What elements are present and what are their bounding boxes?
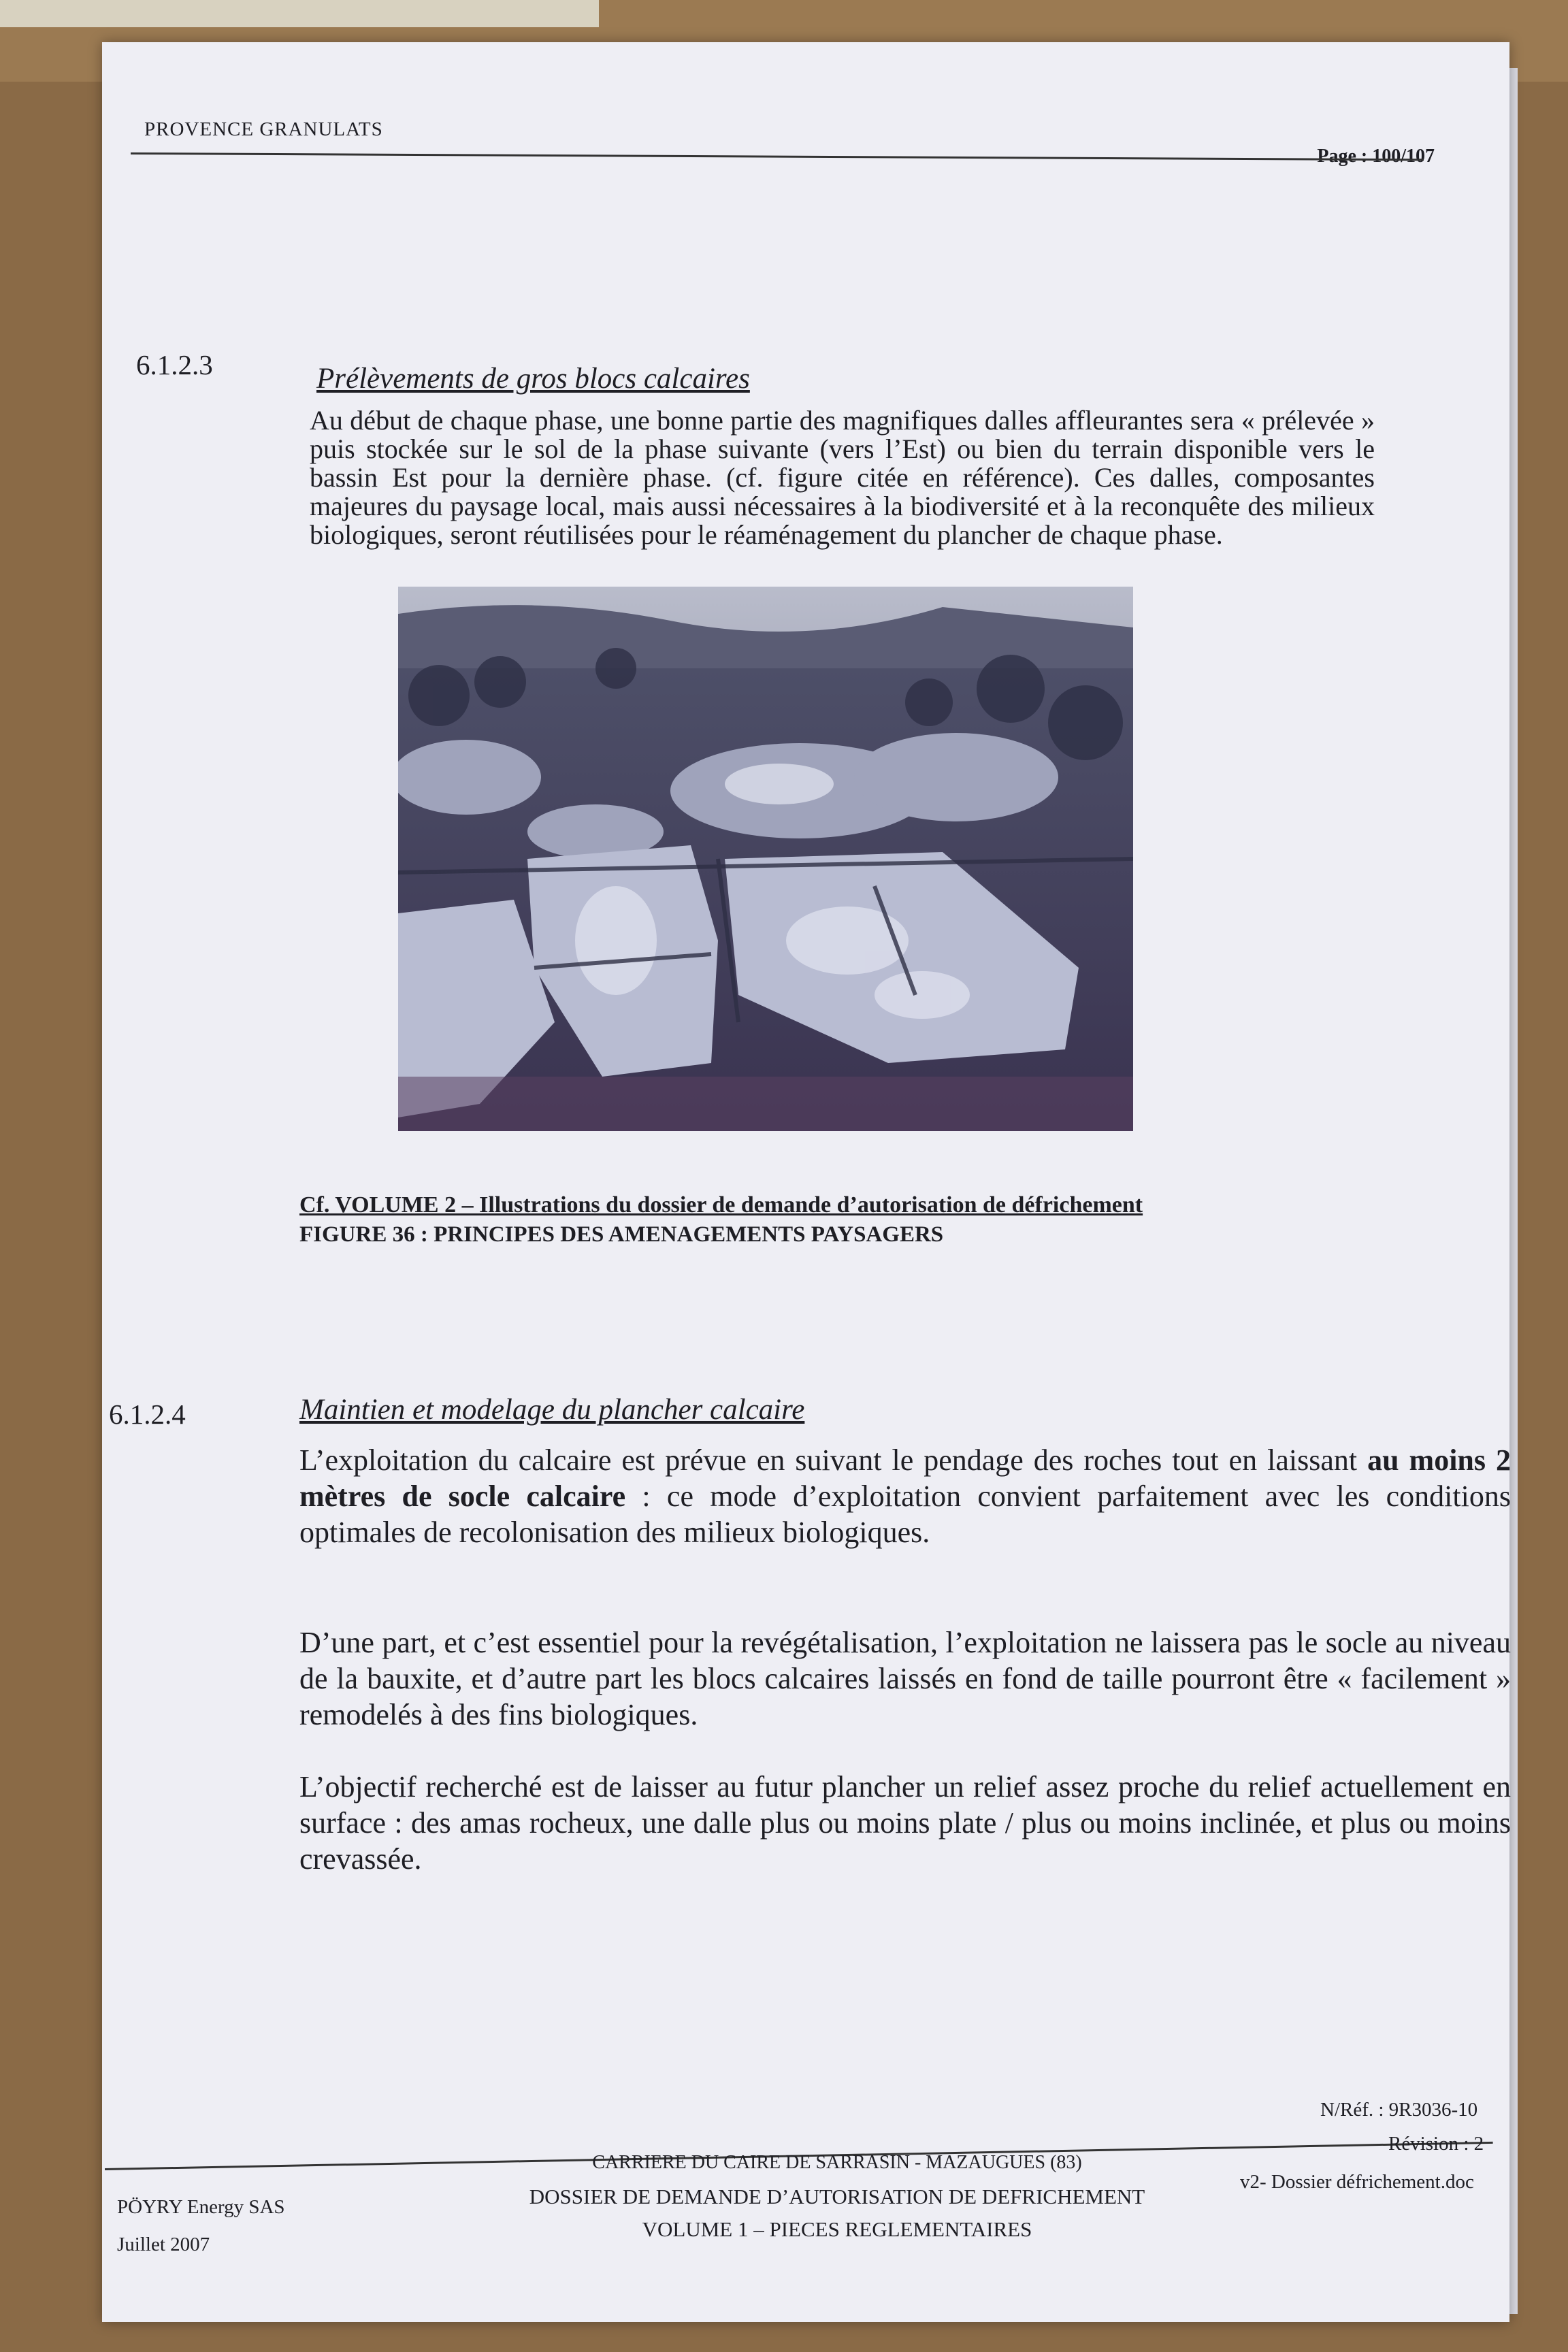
footer-reference: N/Réf. : 9R3036-10: [1320, 2099, 1478, 2121]
footer-volume: VOLUME 1 – PIECES REGLEMENTAIRES: [642, 2217, 1032, 2241]
header-page-number: Page : 100/107: [1317, 146, 1435, 167]
paragraph-text: L’exploitation du calcaire est prévue en suivant le pendage des roches tout en laissant: [299, 1443, 1368, 1477]
document-page: [102, 42, 1509, 2322]
section-number: 6.1.2.3: [136, 349, 213, 380]
section-title: Maintien et modelage du plancher calcaire: [299, 1394, 805, 1426]
section-number: 6.1.2.4: [109, 1399, 186, 1430]
paper-corner: [0, 0, 599, 27]
figure-caption-reference: Cf. VOLUME 2 – Illustrations du dossier de demande d’autorisation de défrichement: [299, 1192, 1143, 1218]
paragraph-text: : ce mode d’exploitation convient parfaitement avec les conditions optimales de recolonisation des milieux biologiques.: [299, 1480, 1511, 1549]
footer-project: CARRIERE DU CAIRE DE SARRASIN - MAZAUGUES (83): [592, 2152, 1082, 2173]
footer-dossier: DOSSIER DE DEMANDE D’AUTORISATION DE DEFRICHEMENT: [529, 2185, 1145, 2208]
header-rule: [131, 152, 1424, 161]
figure-caption-title: FIGURE 36 : PRINCIPES DES AMENAGEMENTS PAYSAGERS: [299, 1222, 944, 1247]
header-company: PROVENCE GRANULATS: [144, 118, 383, 140]
footer-revision: Révision : 2: [1388, 2133, 1484, 2155]
footer-date: Juillet 2007: [117, 2234, 210, 2255]
limestone-blocks-photo: [398, 587, 1133, 1131]
bold-emphasis: au moins 2 mètres de socle calcaire: [299, 1443, 1511, 1513]
section-title: Prélèvements de gros blocs calcaires: [316, 363, 750, 395]
section-paragraph: L’objectif recherché est de laisser au futur plancher un relief assez proche du relief actuellement en surface : des amas rocheux, une dalle plus ou moins plate / plus ou moins inclinée, et plus ou moins crevassée.: [299, 1770, 1511, 1876]
footer-company: PÖYRY Energy SAS: [117, 2196, 285, 2218]
section-paragraph: Au début de chaque phase, une bonne partie des magnifiques dalles affleurantes sera « prélevée » puis stockée sur le sol de la phase suivante (vers l’Est) ou bien du terrain disponible vers le bassin Est pour la dernière phase. (cf. figure citée en référence). Ces dalles, composantes majeures du paysage local, mais aussi nécessaires à la biodiversité et à la reconquête des milieux biologiques, seront réutilisées pour le réaménagement du plancher de chaque phase.: [310, 405, 1375, 550]
section-paragraph: D’une part, et c’est essentiel pour la revégétalisation, l’exploitation ne laissera pas le socle au niveau de la bauxite, et d’autre part les blocs calcaires laissés en fond de taille pourront être « facilement » remodelés à des fins biologiques.: [299, 1626, 1511, 1731]
section-paragraph: [299, 1442, 1511, 1550]
footer-filename: v2- Dossier défrichement.doc: [1240, 2171, 1474, 2193]
